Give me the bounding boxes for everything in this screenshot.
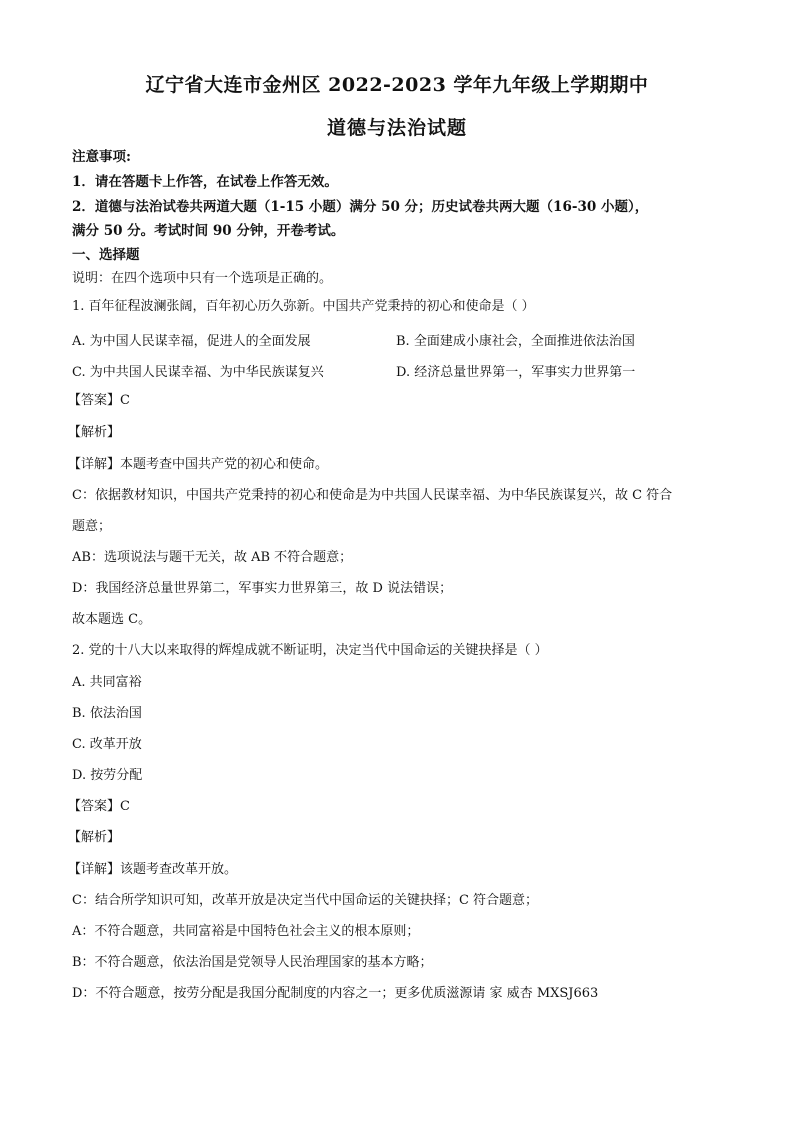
question-2-option-a: A. 共同富裕 <box>72 675 142 690</box>
question-1-explanation-d: D：我国经济总量世界第二，军事实力世界第三，故 D 说法错误； <box>72 581 453 596</box>
question-2-explanation-a: A：不符合题意，共同富裕是中国特色社会主义的根本原则； <box>72 924 420 939</box>
notice-item-2-continued: 满分 50 分。考试时间 90 分钟，开卷考试。 <box>72 223 345 239</box>
question-1-option-a: A. 为中国人民谋幸福，促进人的全面发展 <box>72 334 311 349</box>
question-2-option-d: D. 按劳分配 <box>72 768 143 783</box>
question-1-option-c: C. 为中共国人民谋幸福、为中华民族谋复兴 <box>72 365 324 380</box>
question-1-option-b: B. 全面建成小康社会，全面推进依法治国 <box>396 334 635 349</box>
question-1-explanation-c: C：依据教材知识，中国共产党秉持的初心和使命是为中共国人民谋幸福、为中华民族谋复兴，故 C 符合 <box>72 488 673 503</box>
question-1-explanation-ab: AB：选项说法与题干无关，故 AB 不符合题意； <box>72 550 353 565</box>
question-1-stem: 1. 百年征程波澜张阔，百年初心历久弥新。中国共产党秉持的初心和使命是（ ） <box>72 299 535 314</box>
notice-item-2: 2．道德与法治试卷共两道大题（1-15 小题）满分 50 分；历史试卷共两大题（16-30 小题）， <box>72 199 649 215</box>
question-1-option-d: D. 经济总量世界第一，军事实力世界第一 <box>396 365 636 380</box>
question-2-answer: 【答案】C <box>68 799 130 814</box>
exam-title-line1: 辽宁省大连市金州区 2022-2023 学年九年级上学期期中 <box>145 74 649 96</box>
question-2-option-c: C. 改革开放 <box>72 737 142 752</box>
question-2-explanation-c: C：结合所学知识可知，改革开放是决定当代中国命运的关键抉择；C 符合题意； <box>72 893 539 908</box>
section-heading: 一、选择题 <box>72 247 140 263</box>
question-2-option-b: B. 依法治国 <box>72 706 142 721</box>
notice-item-1: 1．请在答题卡上作答，在试卷上作答无效。 <box>72 174 338 190</box>
question-2-detail: 【详解】该题考查改革开放。 <box>68 862 238 877</box>
notice-heading: 注意事项: <box>72 149 131 165</box>
question-1-explanation-c-cont: 题意； <box>72 519 112 534</box>
question-1-analysis-tag: 【解析】 <box>68 425 121 440</box>
section-instruction: 说明：在四个选项中只有一个选项是正确的。 <box>72 271 333 286</box>
question-2-analysis-tag: 【解析】 <box>68 830 121 845</box>
question-1-conclusion: 故本题选 C。 <box>72 612 152 627</box>
question-1-answer: 【答案】C <box>68 393 130 408</box>
question-2-explanation-b: B：不符合题意，依法治国是党领导人民治理国家的基本方略； <box>72 955 433 970</box>
question-1-detail: 【详解】本题考查中国共产党的初心和使命。 <box>68 457 329 472</box>
question-2-stem: 2. 党的十八大以来取得的辉煌成就不断证明，决定当代中国命运的关键抉择是（ ） <box>72 643 548 658</box>
question-2-explanation-d: D：不符合题意，按劳分配是我国分配制度的内容之一；更多优质滋源请 家 威杏 MXSJ663 <box>72 986 599 1001</box>
exam-title-line2: 道德与法治试题 <box>326 117 467 139</box>
